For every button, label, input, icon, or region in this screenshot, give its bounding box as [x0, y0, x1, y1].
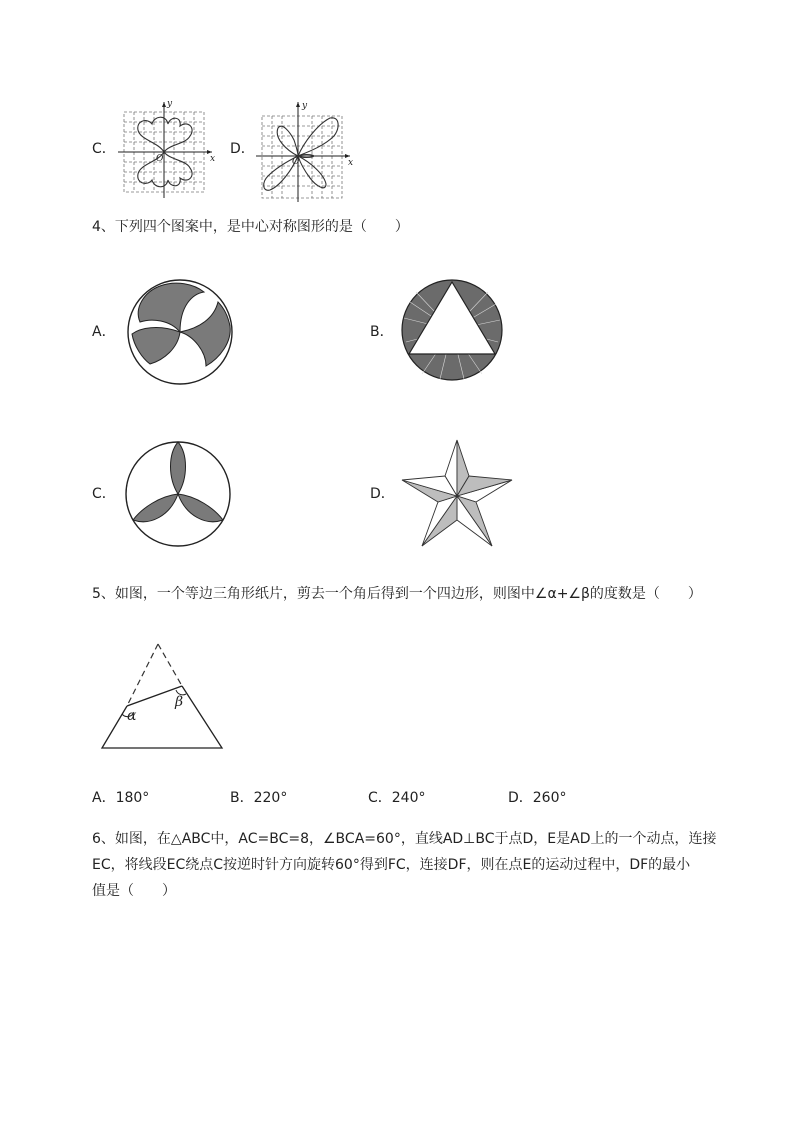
q5-stem: [92, 583, 702, 605]
q4-text: 下列四个图案中，是中心对称图形的是（ ）: [114, 219, 409, 235]
q3-option-c-graph: [118, 98, 218, 198]
svg-text:y: y: [167, 99, 173, 109]
svg-text:x: x: [348, 158, 354, 168]
q4-stem: [92, 216, 409, 238]
q4-option-d-label: D．: [370, 486, 395, 502]
q3-option-d-label: D．: [230, 141, 255, 157]
q4-option-d-figure: [400, 438, 514, 548]
q6-line-1: [92, 828, 716, 850]
q5-alpha-label: α: [127, 708, 137, 724]
q5-choice-d: D．260°: [508, 790, 567, 806]
q4-option-c-figure: [122, 440, 234, 548]
q5-choice-b: B．220°: [230, 790, 288, 806]
q4-option-b-label: B．: [370, 324, 394, 340]
svg-text:O: O: [156, 154, 164, 164]
q5-choice-a: A．180°: [92, 790, 150, 806]
q5-choice-c: C．240°: [368, 790, 426, 806]
q5-figure: [100, 642, 226, 752]
q6-line-2: EC，将线段EC绕点C按逆时针方向旋转60°得到FC，连接DF，则在点E的运动过程中，DF的最小: [92, 857, 691, 873]
q4-number: 4、: [92, 219, 115, 235]
q4-option-a-label: A．: [92, 324, 116, 340]
q4-option-a-figure: [124, 278, 236, 386]
svg-text:y: y: [302, 101, 308, 111]
q5-number: 5、: [92, 586, 115, 602]
svg-text:x: x: [210, 154, 216, 164]
q3-option-d-graph: [256, 98, 356, 202]
q6-text-1: 如图，在△ABC中，AC=BC=8，∠BCA=60°，直线AD⊥BC于点D，E是AD上的一个动点，连接: [114, 831, 717, 847]
q4-option-b-figure: [400, 278, 504, 382]
q3-option-c-label: C．: [92, 141, 116, 157]
svg-text:O: O: [292, 157, 300, 167]
q5-text: 如图，一个等边三角形纸片，剪去一个角后得到一个四边形，则图中∠α+∠β的度数是（ ）: [114, 586, 702, 602]
q5-beta-label: β: [175, 694, 184, 710]
q6-line-3: 值是（ ）: [92, 883, 176, 899]
q4-option-c-label: C．: [92, 486, 116, 502]
q6-number: 6、: [92, 831, 115, 847]
